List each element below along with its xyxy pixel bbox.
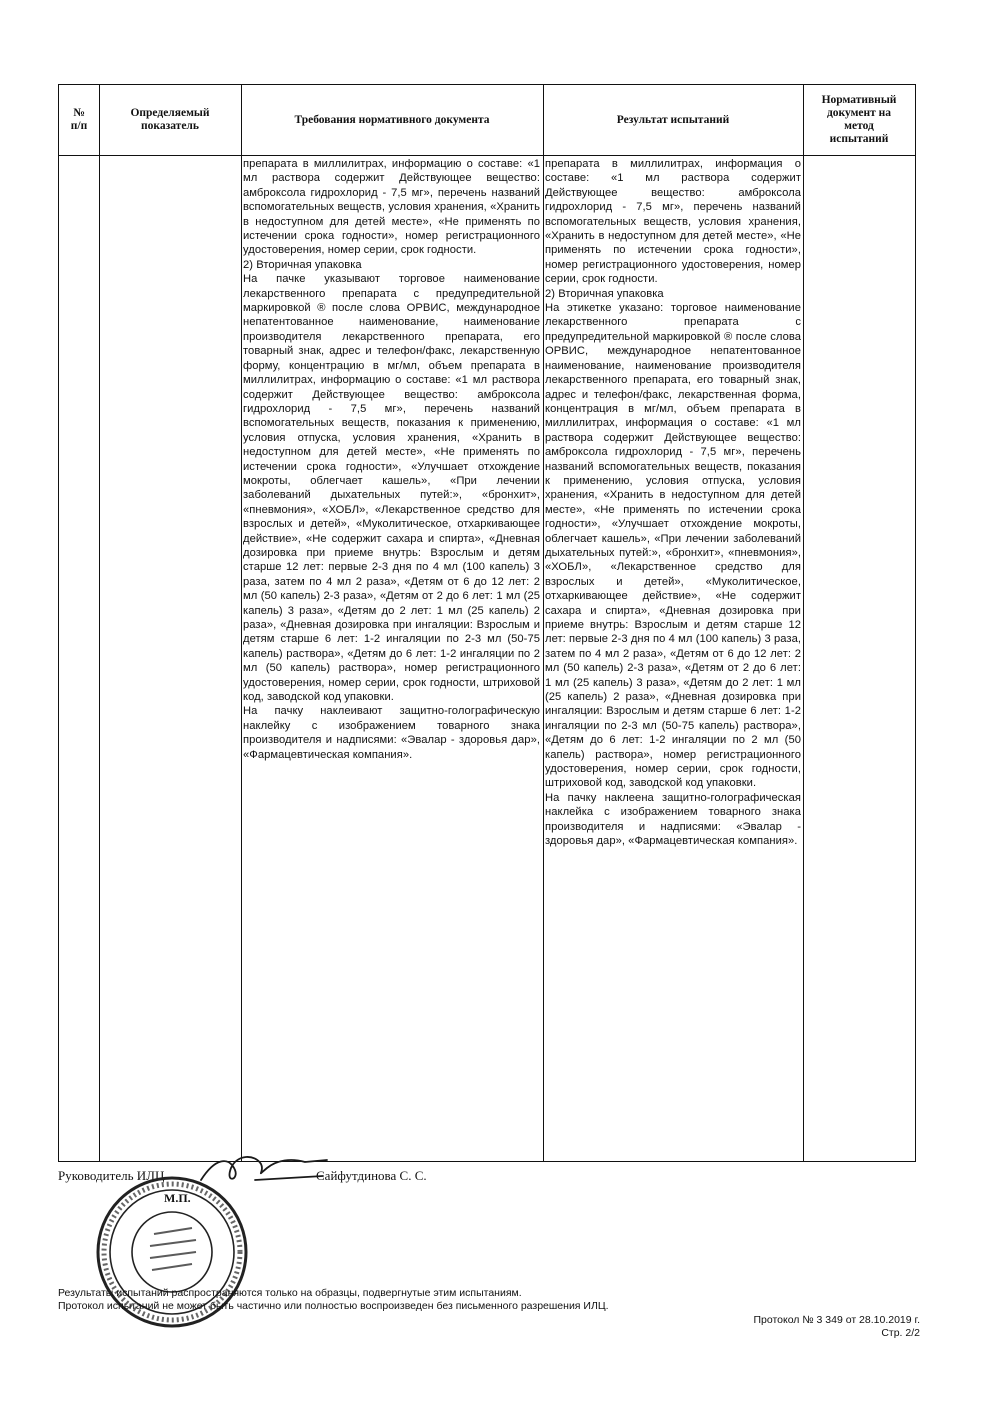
protocol-info (753, 1314, 920, 1340)
header-result-label: Результат испытаний (616, 113, 730, 126)
header-method-line3: метод (844, 120, 874, 132)
header-num (59, 85, 99, 155)
header-indicator-line1: Определяемый (130, 107, 210, 119)
result-paragraph: На пачку наклеена защитно-голографическая наклейка с изображением товарного знака производителя и надписями: «Эвалар - здоровья дар», «Фармацевтическая компания». (545, 791, 801, 848)
header-requirements-label: Требования нормативного документа (294, 113, 490, 126)
test-results-table (58, 84, 916, 1162)
requirements-cell (243, 157, 540, 762)
column-divider (543, 85, 544, 1161)
stamp-label: М.П. (164, 1191, 191, 1205)
protocol-number: Протокол № 3 349 от 28.10.2019 г. (753, 1314, 920, 1326)
header-method-line2: документ на (826, 107, 892, 119)
header-requirements (241, 85, 543, 155)
header-num-line1: № (73, 107, 85, 119)
requirements-paragraph: На пачке указывают торговое наименование лекарственного препарата с предупредительной маркировкой ® после слова ОРВИС, международное непатентованное наименование, наименование производителя лекарственного препарата, его товарный знак, адрес и телефон/факс, лекарственную форму, концентрацию в мг/мл, объем препарата в миллилитрах, информацию о составе: «1 мл раствора содержит Действующее вещество: амброксола гидрохлорид - 7,5 мг», перечень названий вспомогательных веществ, показания к применению, условия отпуска, условия хранения, «Хранить в недоступном для детей месте», «Не применять по истечении срока годности», «Улучшает отхождение мокроты, облегчает кашель», «При лечении заболеваний дыхательных путей:», «бронхит», «пневмония», «ХОБЛ», «Лекарственное средство для взрослых и детей», «Муколитическое, отхаркивающее действие», «Не содержит сахара и спирта», «Дневная дозировка при приеме внутрь: Взрослым и детям старше 12 лет: первые 2-3 дня по 4 мл (100 капель) 3 раза, затем по 4 мл 2 раза», «Детям от 6 до 12 лет: 2 мл (50 капель) 2-3 раза», «Детям от 2 до 6 лет: 1 мл (25 капель) 3 раза», «Детям до 2 лет: 1 мл (25 капель) 2 раза», «Дневная дозировка при ингаляции: Взрослым и детям старше 6 лет: 1-2 ингаляции по 2-3 мл (50-75 капель) раствора», «Детям до 6 лет: 1-2 ингаляции по 2 мл (50 капель) раствора», номер регистрационного удостоверения, номер серии, срок годности, штриховой код, заводской код упаковки. (243, 273, 540, 704)
header-method-line4: испытаний (829, 133, 889, 145)
header-indicator (99, 85, 241, 155)
disclaimer-line: Результаты испытаний распространяются только на образцы, подвергнутые этим испытаниям. (58, 1287, 522, 1299)
disclaimer-line: Протокол испытаний не может быть частично или полностью воспроизведен без письменного разрешения ИЛЦ. (58, 1300, 609, 1312)
requirements-paragraph: На пачку наклеивают защитно-голографическую наклейку с изображением товарного знака производителя и надписями: «Эвалар - здоровья дар», «Фармацевтическая компания». (243, 705, 540, 761)
result-cell (545, 157, 801, 849)
disclaimer (58, 1287, 609, 1313)
result-paragraph: препарата в миллилитрах, информация о составе: «1 мл раствора содержит Действующее вещество: амброксола гидрохлорид - 7,5 мг», перечень названий вспомогательных веществ, условия хранения, «Хранить в недоступном для детей месте», «Не применять по истечении срока годности», номер регистрационного удостоверения, номер серии, срок годности. (545, 158, 801, 286)
signer-label: Руководитель ИЛЦ (58, 1168, 165, 1183)
header-result (543, 85, 803, 155)
requirements-paragraph: 2) Вторичная упаковка (243, 258, 362, 271)
column-divider (241, 85, 242, 1161)
header-num-line2: п/п (70, 120, 88, 132)
result-paragraph: 2) Вторичная упаковка (545, 287, 664, 300)
header-method-line1: Нормативный (821, 94, 897, 106)
result-paragraph: На этикетке указано: торговое наименование лекарственного препарата с предупредительной маркировкой ® после слова ОРВИС, международное непатентованное наименование, наименование производителя лекарственного препарата, его товарный знак, адрес и телефон/факс, лекарственная форма, концентрация в мг/мл, объем препарата в миллилитрах, информация о составе: «1 мл раствора содержит Действующее вещество: амброксола гидрохлорид - 7,5 мг», перечень названий вспомогательных веществ, показания к применению, условия отпуска, условия хранения, «Хранить в недоступном для детей месте», «Не применять по истечении срока годности», «Улучшает отхождение мокроты, облегчает кашель», «При лечении заболеваний дыхательных путей:», «бронхит», «пневмония», «ХОБЛ», «Лекарственное средство для взрослых и детей», «Муколитическое, отхаркивающее действие», «Не содержит сахара и спирта», «Дневная дозировка при приеме внутрь: Взрослым и детям старше 12 лет: первые 2-3 дня по 4 мл (100 капель) 3 раза, затем по 4 мл 2 раза», «Детям от 6 до 12 лет: 2 мл (50 капель) 2-3 раза», «Детям от 2 до 6 лет: 1 мл (25 капель) 3 раза», «Детям до 2 лет: 1 мл (25 капель) 2 раза», «Дневная дозировка при ингаляции: Взрослым и детям старше 6 лет: 1-2 ингаляции по 2-3 мл (50-75 капель) раствора», «Детям до 6 лет: 1-2 ингаляции по 2 мл (50 капель) раствора», номер регистрационного удостоверения, номер серии, срок годности, штриховой код, заводской код упаковки. (545, 302, 801, 790)
header-indicator-line2: показатель (141, 120, 199, 132)
column-divider (99, 85, 100, 1161)
column-divider (803, 85, 804, 1161)
page-number: Стр. 2/2 (881, 1327, 920, 1339)
requirements-paragraph: препарата в миллилитрах, информацию о составе: «1 мл раствора содержит Действующее вещество: амброксола гидрохлорид - 7,5 мг», перечень названий вспомогательных веществ, условия хранения, «Хранить в недоступном для детей месте», «Не применять по истечении срока годности», номер регистрационного удостоверения, номер серии, срок годности. (243, 158, 540, 257)
signer-name: Сайфутдинова С. С. (316, 1168, 427, 1183)
header-divider (59, 155, 915, 156)
header-method (803, 85, 915, 155)
